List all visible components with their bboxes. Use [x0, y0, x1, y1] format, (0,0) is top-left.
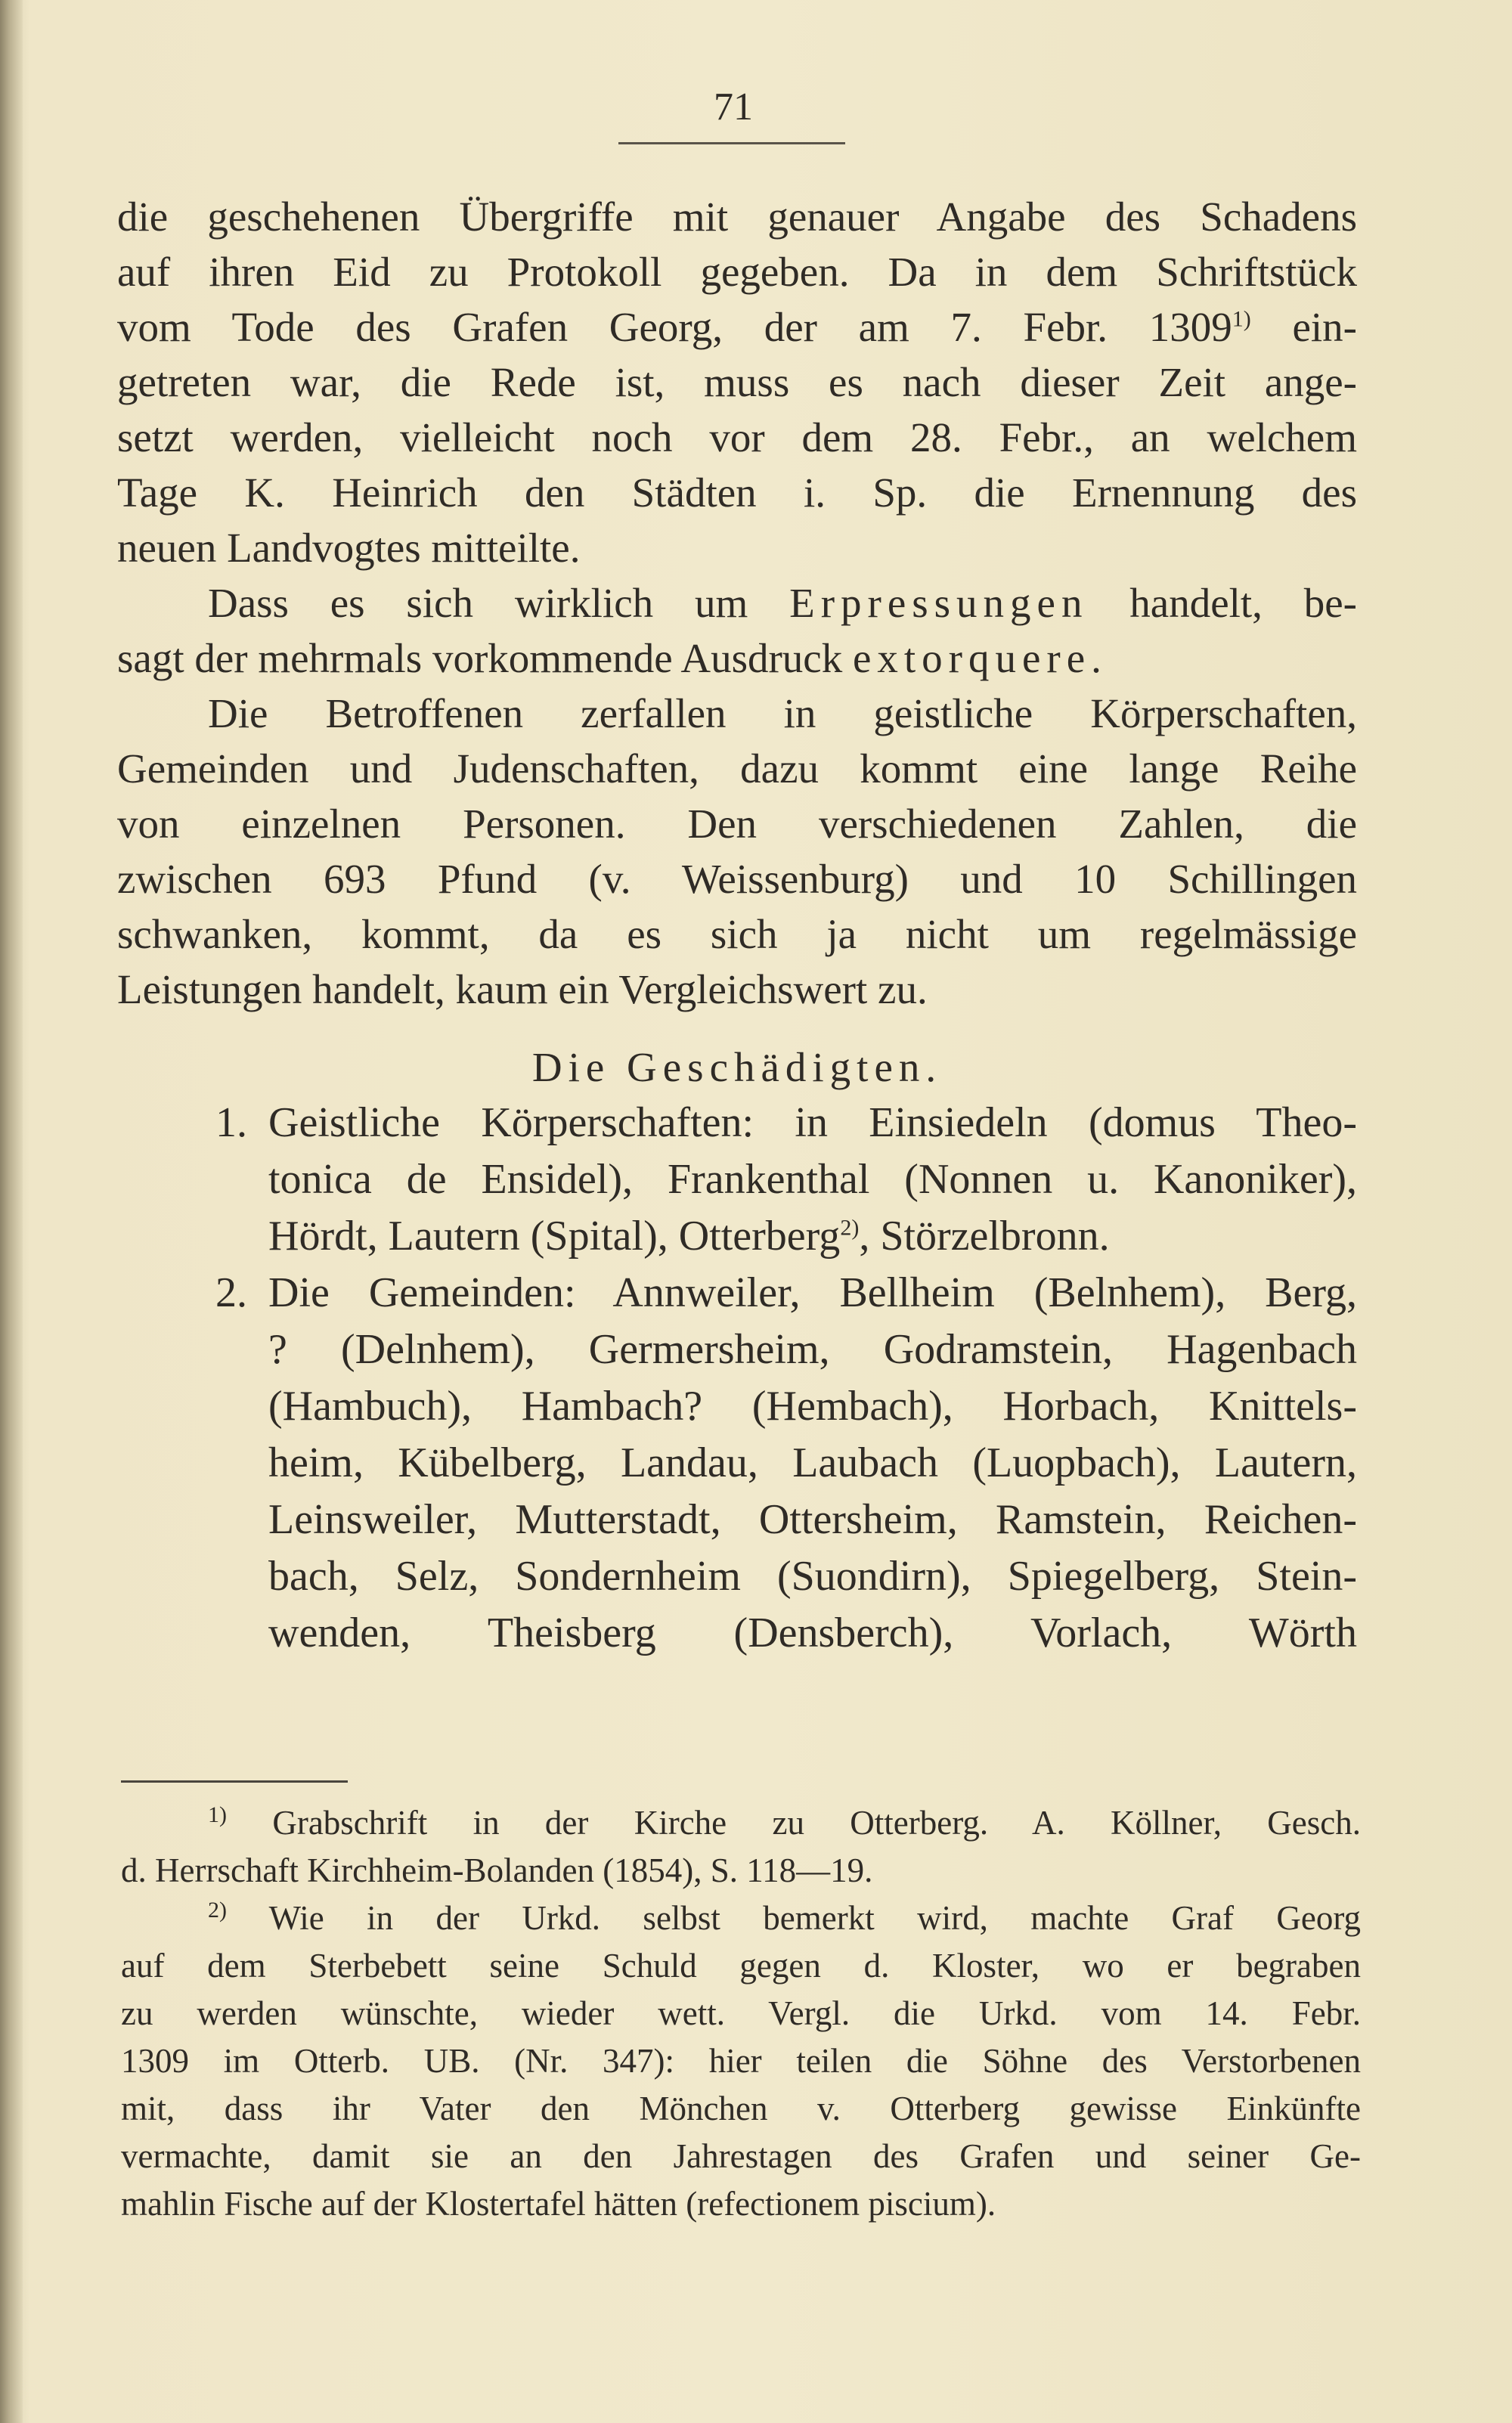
- text-line: getreten war, die Rede ist, muss es nach dieser Zeit ange-: [117, 359, 1357, 405]
- text-line: auf ihren Eid zu Protokoll gegeben. Da in dem Schriftstück: [117, 249, 1357, 295]
- emphasis-span: Erpressungen: [789, 580, 1089, 626]
- header-rule: [618, 142, 845, 144]
- text-line: [117, 299, 1357, 355]
- text-span: vom Tode des Grafen Georg, der am 7. Febr. 1309: [117, 304, 1232, 350]
- text-line: [117, 575, 1357, 631]
- text-line: [117, 631, 1357, 686]
- text-line: zwischen 693 Pfund (v. Weissenburg) und 10 Schillingen: [117, 856, 1357, 902]
- text-span: , Störzelbronn.: [859, 1213, 1110, 1260]
- footnotes: [121, 1799, 1361, 2228]
- page-number: 71: [714, 85, 753, 129]
- footnote-mark: 1): [208, 1802, 227, 1827]
- footnote-line: mit, dass ihr Vater den Mönchen v. Otterberg gewisse Einkünfte: [121, 2090, 1361, 2127]
- text-span: ein-: [1250, 304, 1357, 350]
- footnote-2: [121, 1895, 1361, 1942]
- text-line: Gemeinden und Judenschaften, dazu kommt eine lange Reihe: [117, 745, 1357, 792]
- footnote-line: 1309 im Otterb. UB. (Nr. 347): hier teilen die Söhne des Verstorbenen: [121, 2042, 1361, 2080]
- text-line: (Hambuch), Hambach? (Hembach), Horbach, Knittels-: [268, 1383, 1357, 1430]
- text-span: .: [1091, 635, 1101, 681]
- footnote-text: Grabschrift in der Kirche zu Otterberg. A. Köllner, Gesch.: [272, 1804, 1362, 1842]
- text-line: ? (Delnhem), Germersheim, Godramstein, Hagenbach: [268, 1326, 1357, 1373]
- emphasis-span: extorquere: [852, 635, 1092, 681]
- text-line: von einzelnen Personen. Den verschiedenen Zahlen, die: [117, 801, 1357, 847]
- text-line: Leinsweiler, Mutterstadt, Ottersheim, Ramstein, Reichen-: [268, 1496, 1357, 1543]
- footnote-ref-2: 2): [840, 1215, 860, 1241]
- list-number: 2.: [215, 1269, 247, 1316]
- footnote-line: d. Herrschaft Kirchheim-Bolanden (1854), S. 118—19.: [121, 1851, 873, 1889]
- footnote-1: [121, 1799, 1361, 1847]
- list-item: [117, 1265, 1357, 1662]
- text-span: sagt der mehrmals vorkommende Ausdruck: [117, 635, 853, 681]
- text-line: wenden, Theisberg (Densberch), Vorlach, Wörth: [268, 1610, 1357, 1656]
- section-heading: Die Geschädigten.: [531, 1044, 943, 1090]
- footnote-ref-1: 1): [1232, 306, 1251, 332]
- text-line: Geistliche Körperschaften: in Einsiedeln (domus Theo-: [268, 1099, 1357, 1146]
- footnote-line: mahlin Fische auf der Klostertafel hätten (refectionem piscium).: [121, 2185, 996, 2223]
- text-line: setzt werden, vielleicht noch vor dem 28. Febr., an welchem: [117, 414, 1357, 460]
- text-line: Leistungen handelt, kaum ein Vergleichswert zu.: [117, 966, 928, 1012]
- text-span: Dass es sich wirklich um: [208, 580, 790, 626]
- main-text: [117, 189, 1357, 1662]
- binding-edge: [0, 0, 23, 2423]
- footnote-text: Wie in der Urkd. selbst bemerkt wird, machte Graf Georg: [268, 1899, 1362, 1937]
- footnote-line: vermachte, damit sie an den Jahrestagen des Grafen und seiner Ge-: [121, 2137, 1361, 2175]
- footnote-line: zu werden wünschte, wieder wett. Vergl. die Urkd. vom 14. Febr.: [121, 1994, 1361, 2032]
- footnote-rule: [121, 1780, 348, 1783]
- text-line: bach, Selz, Sondernheim (Suondirn), Spiegelberg, Stein-: [268, 1553, 1357, 1600]
- text-line: Tage K. Heinrich den Städten i. Sp. die Ernennung des: [117, 469, 1357, 516]
- text-span: Hördt, Lautern (Spital), Otterberg: [268, 1213, 841, 1260]
- text-line: Die Betroffenen zerfallen in geistliche Körperschaften,: [208, 690, 1357, 736]
- text-line: neuen Landvogtes mitteilte.: [117, 525, 581, 571]
- list-number: 1.: [215, 1099, 247, 1146]
- text-line: schwanken, kommt, da es sich ja nicht um regelmässige: [117, 911, 1357, 957]
- text-line: tonica de Ensidel), Frankenthal (Nonnen u. Kanoniker),: [268, 1156, 1357, 1203]
- footnote-line: auf dem Sterbebett seine Schuld gegen d. Kloster, wo er begraben: [121, 1947, 1361, 1985]
- text-line: heim, Kübelberg, Landau, Laubach (Luopbach), Lautern,: [268, 1439, 1357, 1486]
- footnote-mark: 2): [208, 1898, 227, 1923]
- text-line: Die Gemeinden: Annweiler, Bellheim (Belnhem), Berg,: [268, 1269, 1357, 1316]
- text-line: [268, 1208, 1357, 1265]
- text-line: die geschehenen Übergriffe mit genauer Angabe des Schadens: [117, 194, 1357, 240]
- list-item: [117, 1095, 1357, 1265]
- text-span: handelt, be-: [1088, 580, 1357, 626]
